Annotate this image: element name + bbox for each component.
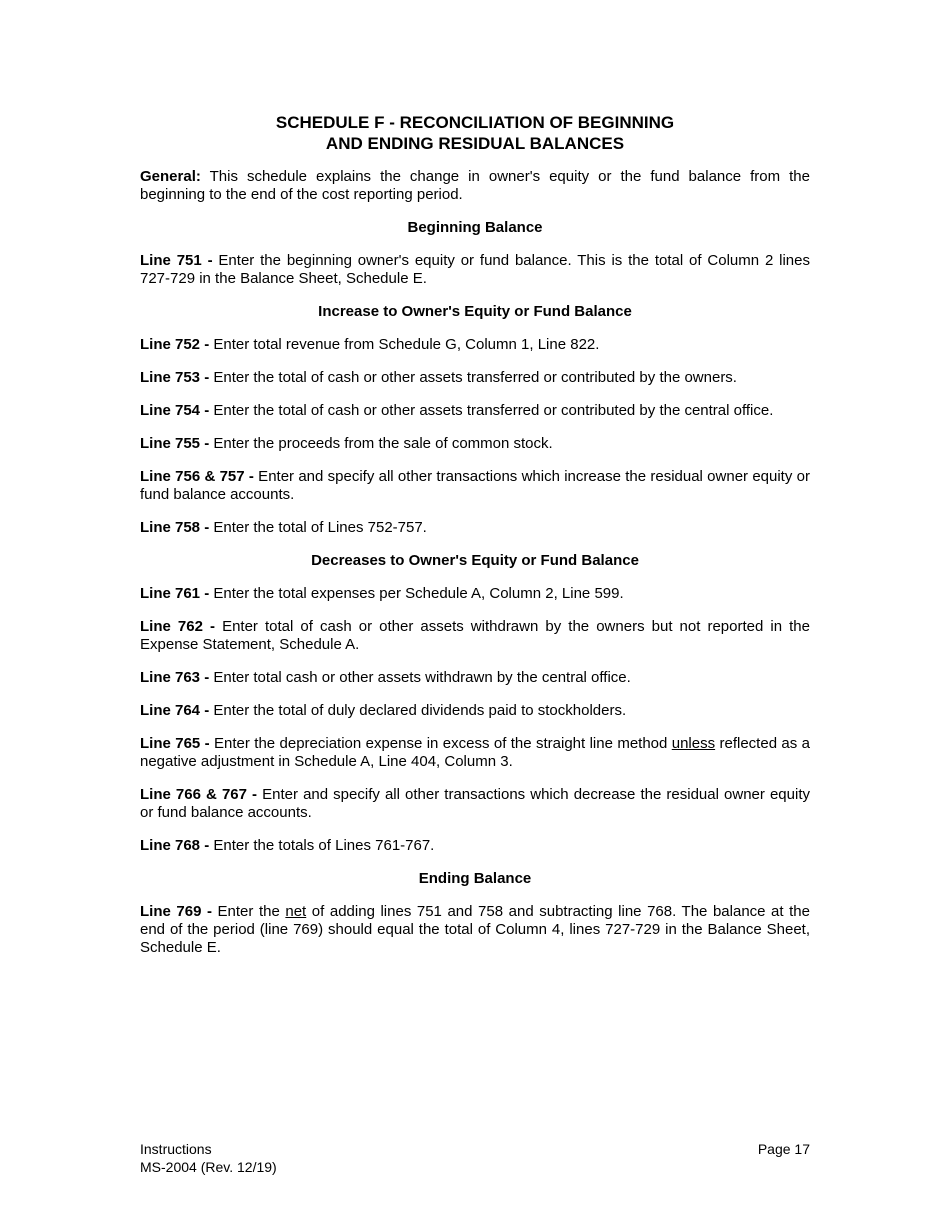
line-text: Enter the total expenses per Schedule A, Column 2, Line 599. xyxy=(209,585,624,602)
title-line-2: AND ENDING RESIDUAL BALANCES xyxy=(325,134,625,153)
line-label: Line 756 & 757 - xyxy=(140,468,254,485)
line-label: Line 761 - xyxy=(140,585,210,602)
line-label: Line 769 - xyxy=(140,903,212,920)
underlined-word: net xyxy=(285,903,307,920)
line-763 xyxy=(140,669,810,687)
page-number: Page 17 xyxy=(757,1141,810,1157)
footer-instructions: Instructions xyxy=(140,1141,212,1157)
document-body xyxy=(140,112,810,972)
line-754 xyxy=(140,402,810,420)
footer-document-info xyxy=(140,1140,277,1176)
line-text: Enter the proceeds from the sale of common stock. xyxy=(209,435,553,452)
line-text: Enter total of cash or other assets withdrawn by the owners but not reported in the Expense Statement, Schedule A. xyxy=(140,618,810,653)
line-label: Line 753 - xyxy=(140,369,210,386)
line-text: Enter and specify all other transactions which decrease the residual owner equity or fund balance accounts. xyxy=(140,786,810,821)
line-text: Enter the total of cash or other assets transferred or contributed by the central office. xyxy=(209,402,774,419)
line-label: Line 768 - xyxy=(140,837,210,854)
line-764 xyxy=(140,702,810,720)
line-text: Enter the depreciation expense in excess of the straight line method xyxy=(209,735,672,752)
line-text: Enter the totals of Lines 761-767. xyxy=(209,837,435,854)
general-label: General: xyxy=(140,168,201,185)
section-heading-ending: Ending Balance xyxy=(418,870,532,887)
line-762 xyxy=(140,618,810,654)
line-text-cont: reflected as a negative adjustment in Schedule A, Line 404, Column 3. xyxy=(140,735,810,770)
line-label: Line 766 & 767 - xyxy=(140,786,258,803)
line-765 xyxy=(140,735,810,771)
line-756-757 xyxy=(140,468,810,504)
page-title xyxy=(140,112,810,154)
line-text: Enter the xyxy=(211,903,286,920)
line-label: Line 763 - xyxy=(140,669,210,686)
line-text: Enter the beginning owner's equity or fund balance. This is the total of Column 2 lines 727-729 in the Balance Sheet, Schedule E. xyxy=(140,252,810,287)
line-755 xyxy=(140,435,810,453)
line-761 xyxy=(140,585,810,603)
general-text: This schedule explains the change in owner's equity or the fund balance from the beginning to the end of the cost reporting period. xyxy=(140,168,810,203)
line-label: Line 764 - xyxy=(140,702,210,719)
footer-form-number: MS-2004 (Rev. 12/19) xyxy=(140,1159,277,1175)
title-line-1: SCHEDULE F - RECONCILIATION OF BEGINNING xyxy=(275,113,675,132)
line-text: Enter the total of Lines 752-757. xyxy=(209,519,427,536)
line-label: Line 762 - xyxy=(140,618,215,635)
line-label: Line 758 - xyxy=(140,519,210,536)
line-label: Line 754 - xyxy=(140,402,210,419)
section-heading-decrease: Decreases to Owner's Equity or Fund Balance xyxy=(311,552,639,569)
section-heading-beginning: Beginning Balance xyxy=(407,219,543,236)
line-label: Line 751 - xyxy=(140,252,213,269)
line-label: Line 765 - xyxy=(140,735,210,752)
line-758 xyxy=(140,519,810,537)
section-heading-increase: Increase to Owner's Equity or Fund Balance xyxy=(318,303,632,320)
underlined-word: unless xyxy=(671,735,716,752)
line-769 xyxy=(140,903,810,957)
general-paragraph xyxy=(140,168,810,204)
line-text: Enter total cash or other assets withdrawn by the central office. xyxy=(209,669,631,686)
page-footer xyxy=(140,1140,810,1176)
line-label: Line 755 - xyxy=(140,435,210,452)
line-text: Enter total revenue from Schedule G, Column 1, Line 822. xyxy=(209,336,600,353)
line-text: Enter the total of cash or other assets transferred or contributed by the owners. xyxy=(209,369,737,386)
line-label: Line 752 - xyxy=(140,336,210,353)
line-text: Enter and specify all other transactions which increase the residual owner equity or fund balance accounts. xyxy=(140,468,810,503)
line-text-cont: of adding lines 751 and 758 and subtracting line 768. The balance at the end of the period (line 769) should equal the total of Column 4, lines 727-729 in the Balance Sheet, Schedule E. xyxy=(140,903,810,956)
line-766-767 xyxy=(140,786,810,822)
line-753 xyxy=(140,369,810,387)
line-752 xyxy=(140,336,810,354)
line-text: Enter the total of duly declared dividends paid to stockholders. xyxy=(209,702,627,719)
line-751 xyxy=(140,252,810,288)
line-768 xyxy=(140,837,810,855)
